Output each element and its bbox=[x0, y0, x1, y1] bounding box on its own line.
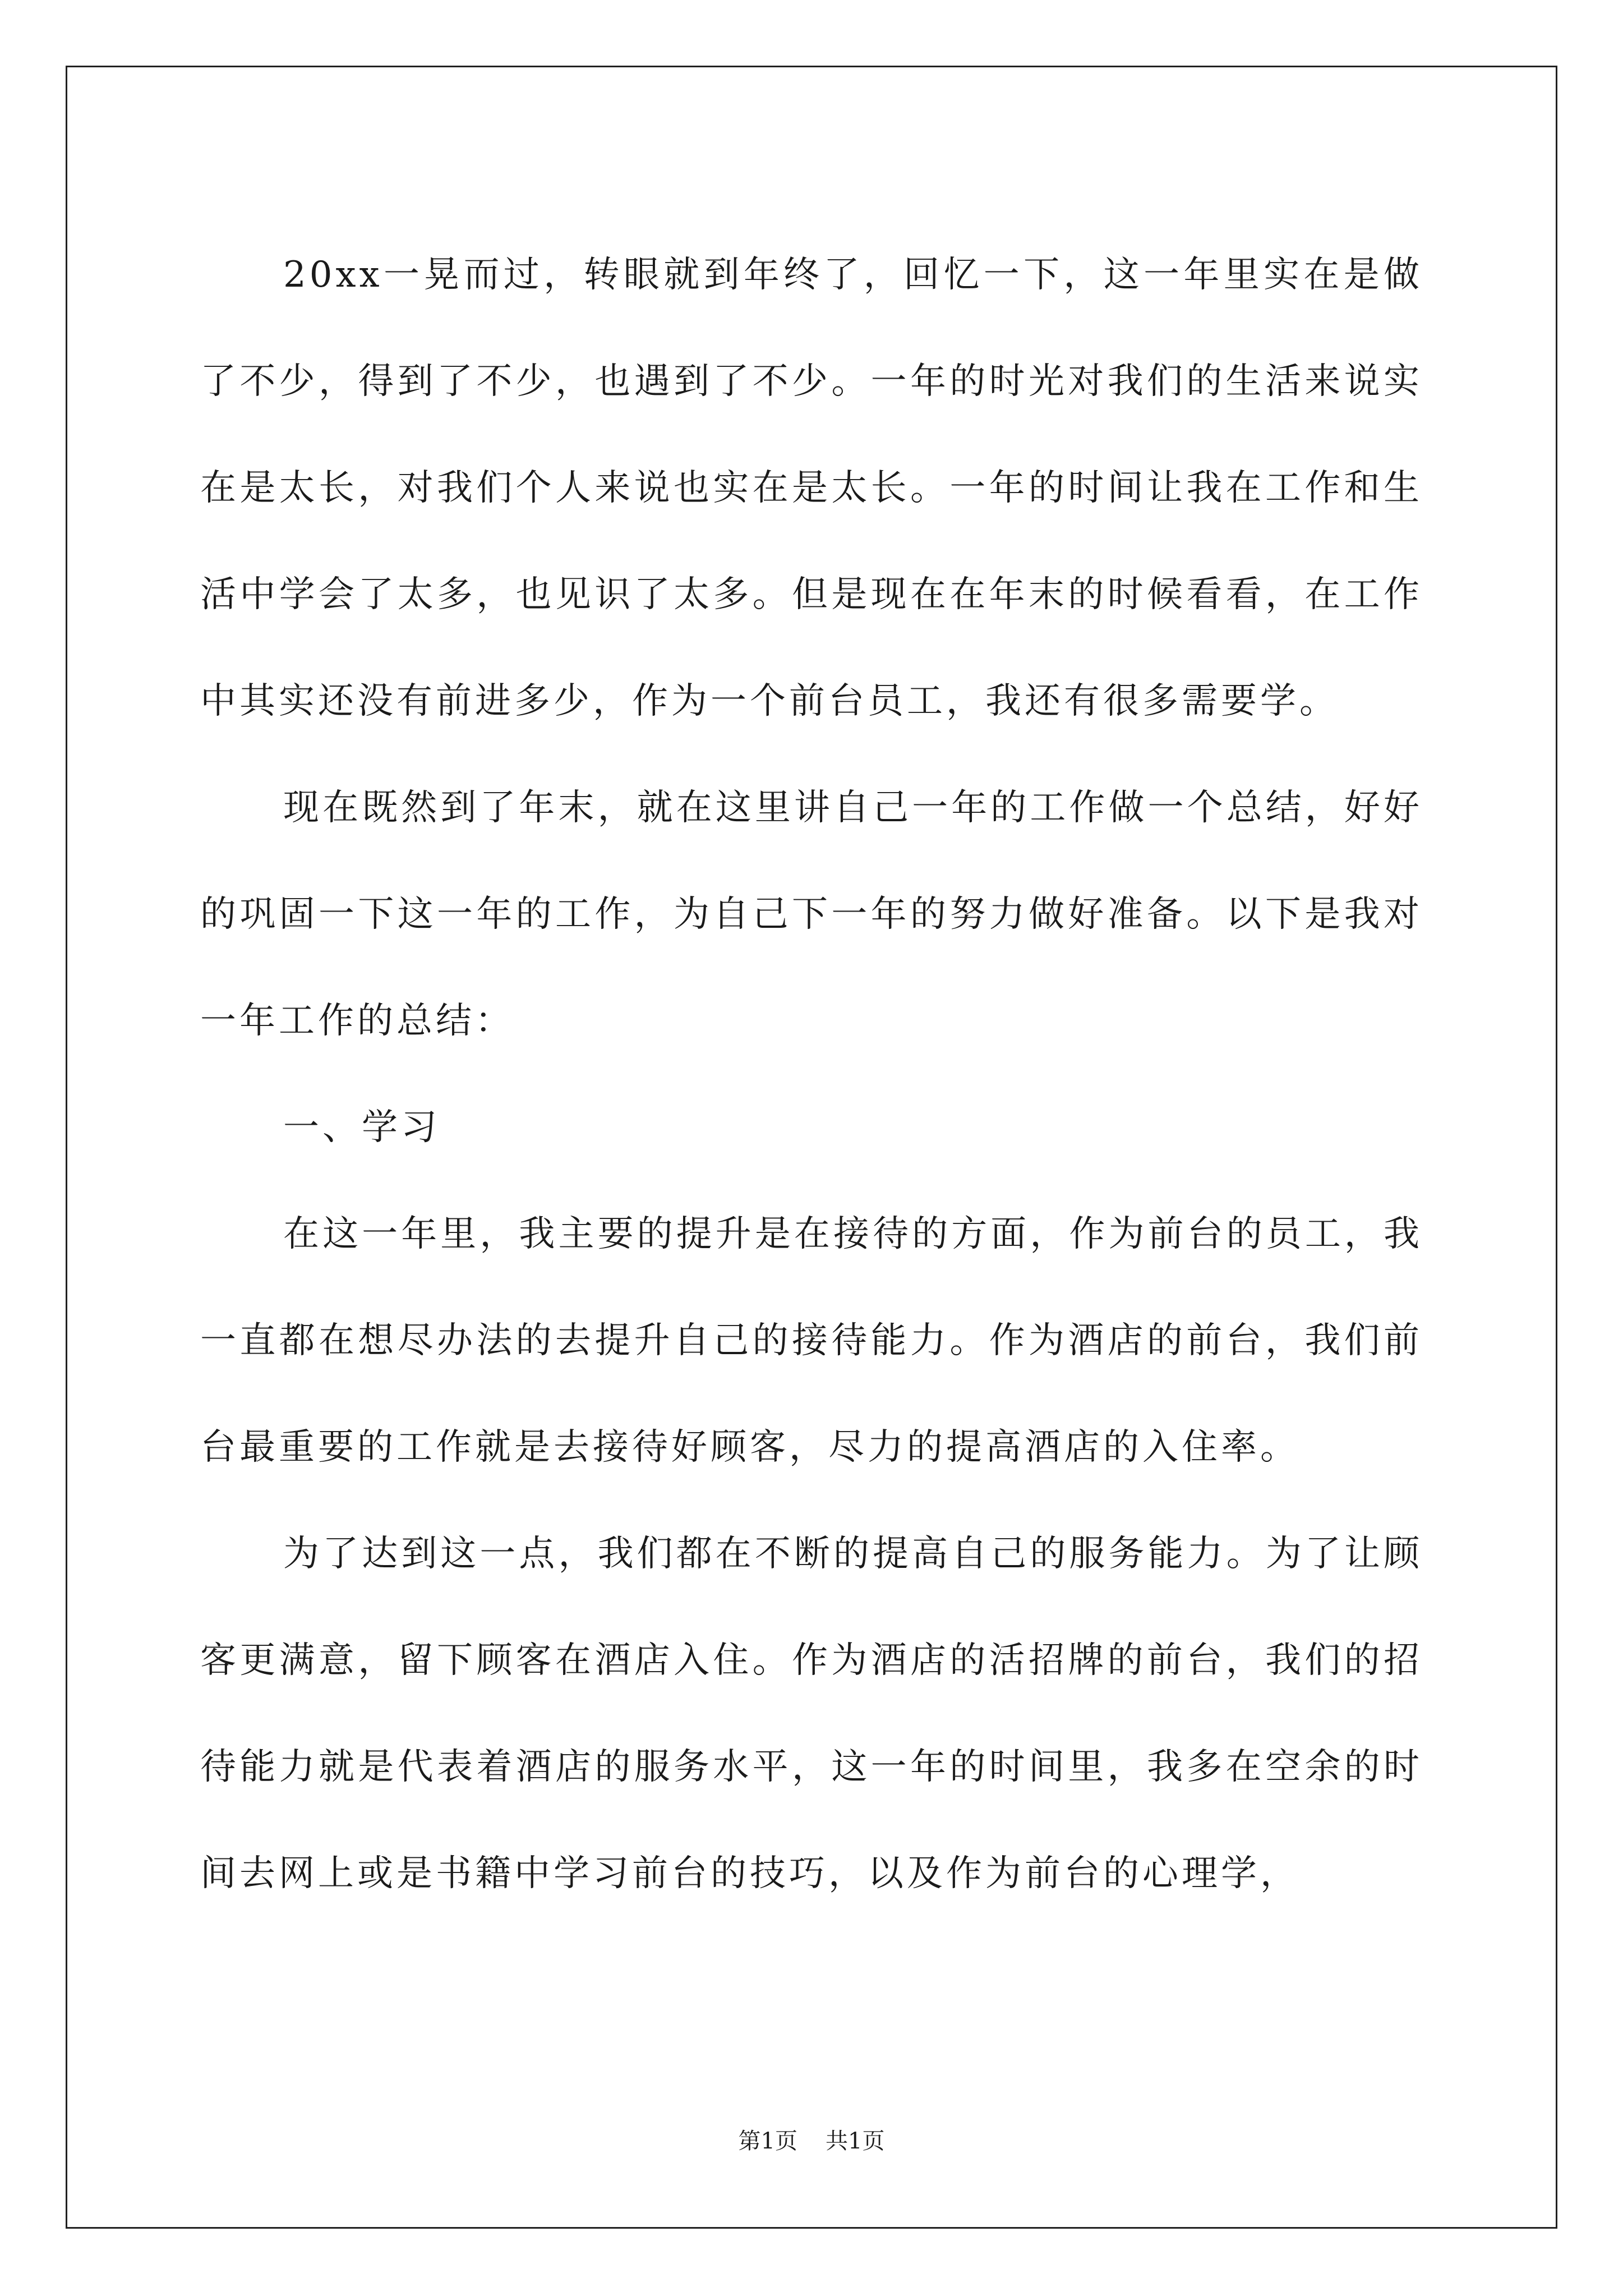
document-body bbox=[200, 222, 1423, 1927]
paragraph-service: 为了达到这一点，我们都在不断的提高自己的服务能力。为了让顾客更满意，留下顾客在酒店入住。作为酒店的活招牌的前台，我们的招待能力就是代表着酒店的服务水平，这一年的时间里，我多在空余的时间去网上或是书籍中学习前台的技巧，以及作为前台的心理学， bbox=[200, 1533, 1423, 1894]
page-number-current: 第1页 bbox=[738, 2128, 797, 2154]
page-footer bbox=[0, 2127, 1623, 2155]
paragraph-reception: 在这一年里，我主要的提升是在接待的方面，作为前台的员工，我一直都在想尽办法的去提升自己的接待能力。作为酒店的前台，我们前台最重要的工作就是去接待好顾客，尽力的提高酒店的入住率。 bbox=[200, 1213, 1423, 1468]
section-heading-study: 一、学习 bbox=[283, 1107, 440, 1148]
paragraph-intro: 20xx一晃而过，转眼就到年终了，回忆一下，这一年里实在是做了不少，得到了不少，也遇到了不少。一年的时光对我们的生活来说实在是太长，对我们个人来说也实在是太长。一年的时间让我在工作和生活中学会了太多，也见识了太多。但是现在在年末的时候看看，在工作中其实还没有前进多少，作为一个前台员工，我还有很多需要学。 bbox=[200, 254, 1423, 722]
page-number-total: 共1页 bbox=[826, 2128, 885, 2154]
paragraph-summary-intro: 现在既然到了年末，就在这里讲自己一年的工作做一个总结，好好的巩固一下这一年的工作，为自己下一年的努力做好准备。以下是我对一年工作的总结： bbox=[200, 787, 1423, 1042]
